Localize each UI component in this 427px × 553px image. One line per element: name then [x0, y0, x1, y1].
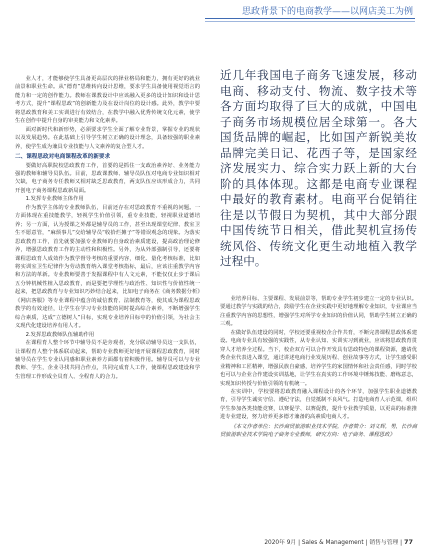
body-paragraph: 面对新时代和新形势，必须要求学生全面了解专业背景，掌握专业的现状以及发展趋势。在此基础上引导学生树立正确的设计理念，具备较强的职业素养，使学生成为兼具专业技能与人文素养的复合型人才。: [15, 126, 200, 150]
section-heading: 二、课程思政对电商课程改革的新要求: [15, 154, 111, 161]
body-paragraph: 作为教学主体的专业教师队伍，目前还存在对思政教育不重视的问题。一方面体现在重技能教学，轻视学生价值引领，重专业技能，轻视职业道德培养；另一方面，认为授课之外都是辅导员的工作，甚至出现课堂纪律、教室卫生不愿意管，“麻烦事儿”交给辅导员“收拾烂摊子”等错误观念的现象。为落实思政教育工作，首先就要加强专业教师的自身政治素质建设，提高政治理论修养，增强思政教育工作的主动性和积极性。另外，为从外部强制引导，还要将课程思政育人成效作为教学督导考核的重要内容，细化、量化考核标准，比如将实训室卫生纪律作为劳动教育纳入课堂考核指标，最后，应该注重教学内容和方法的革新。专业教师要善于发掘课程中有人文元素，不能仅仅止步于课后五分钟机械性植入思政教育，而是要把学理性与政治性、知识性与价值性统一起来，把思政教育与专业知识巧妙结合起来，比如电子商务在《商务数据分析》《网店客服》等专业课程中蕴含的诚信教育、法制教育等，使其成为课程思政教学的有效途径，让学生在学习专业技能的同时提高综合素养，不断增强学生综合素质，达成“立德树人”目标，实现专业培养目标中的价值引领，为社会主义现代化建设培养有用人才。: [15, 204, 200, 330]
page-header: [0, 0, 427, 35]
running-title: 思政背景下的电商教学——以网店美工为例: [241, 7, 413, 17]
footer-text: 2020年 9月 | Sales & Management | 销售与管理 |: [264, 540, 403, 546]
author-note: 《本文作者单位：长沙商贸旅游职业技术学院，作者简介：刘文辉，男，长沙商贸旅游职业技术学院电子商务专业教师，研究方向：电子商务、课程思政》: [220, 423, 417, 439]
body-paragraph: 业人才，才能够使学生具备更高层次的择业格局和能力，拥有更好的就业前景和职业生命。从“德育”思维转向设计思维，要求学生具备使用视觉语言的能力和一定的创作能力。教师在课教设计中应该融入更多的设计知识和设计思考方式，提升“课程思政”的创新能力及在设计岗位的设计感。此外，教学中要将思政教育和美工实训进行有效结合，在教学中融入优秀传统文化元素，使学生在创作中提升自身的审美能力和文化素养。: [15, 76, 200, 125]
body-paragraph: 在做好队伍建设的同时，学校还要重视校企合作共育，不断完善课程思政体系建设。电商专业具有较强的实践性，从专业认知、实训实习到就业，应该将思政教育贯穿人才培养全过程。当下，校企双方可以合作开发具有思政特色的课程资源，邀请优秀企业代表进入课堂，通过讲述电商行业发展历程、创业故事等方式，让学生感受职业精神和工匠精神，增强民族自豪感，培养学生的家国情怀和社会责任感，同时学校也可以与企业合作建设实训基地，让学生在真实的工作环境中锤炼技能、磨练意志，实现知识传授与价值引领的有机统一。: [220, 329, 417, 387]
left-column: [15, 75, 200, 381]
page-footer: [264, 537, 413, 546]
right-column: [220, 295, 417, 440]
page-number: 77: [403, 538, 413, 546]
sub-heading: 2.发挥思政教师队伍辅助作用: [25, 331, 95, 338]
body-paragraph: 在实训中，学校要将思政教育融入课程设计的各个环节，加强学生职业道德教育，引导学生诚实守信、遵纪守法，自觉抵制不良风气。打造电商育人示范课，组织学生参加各类技能竞赛，以赛促学、以赛促教，提升专业教学质量，以更高的标准推进专业建设，努力培养更多德才兼备的高素质电商人才。: [220, 388, 417, 421]
header-rule: [205, 18, 415, 19]
body-paragraph: 在课程育人整个环节中辅导员不是旁观者，充分联动辅导员这一支队伍，让课程育人整个体系联动起来，帮助专业教师更好地开展课程思政教育，同时辅导员在学生专业认同感和职业素养方面都有着积极作用。辅导员可以与专业教师、学生，企业寻找共同合作点，共同完成育人工作，使课程思政建设和学生管理工作形成全员育人、全程育人的合力。: [15, 340, 200, 380]
header-rule-thin: [205, 21, 415, 22]
sub-heading: 1.发挥专业教师主体作用: [25, 196, 84, 203]
pull-quote: [220, 68, 417, 270]
body-paragraph: 业培养目标、主要课程、发展前景等，帮助专业学生初步建立一定的专业认识。要通过教学与实践的结合，鼓励学生在企业实践中更好地理解专业知识，专业课应当注重教学内容的思想性，增强学生对所学专业知识的价值认同，帮助学生树立正确的三观。: [220, 296, 417, 328]
body-paragraph: 要做好高职院校思政教育工作，首要的是抓住一支政治素养好、业务能力强的教师和辅导员队伍。目前，思政课教师、辅导员队伍对电商专业知识相对欠缺，电子商务专任教师又相对缺乏思政教育，两支队伍应该形成合力，共同开创电子商务课程思政新局面。: [15, 162, 200, 194]
pull-quote-text: 近几年我国电子商务飞速发展，移动电商、移动支付、物流、数字技术等各方面均取得了巨大的成就，中国电子商务市场规模位居全球第一。各大国货品牌的崛起，比如国产新锐美妆品牌完美日记、花西子等，是国家经济发展实力、综合实力跃上新的大台阶的具体体现。这都是电商专业课程中最好的教育素材。电商平台促销往往是以节假日为契机，其中大部分跟中国传统节日相关，借此契机宣扬传统风俗、传统文化更生动地植入教学过程中。: [220, 68, 417, 268]
